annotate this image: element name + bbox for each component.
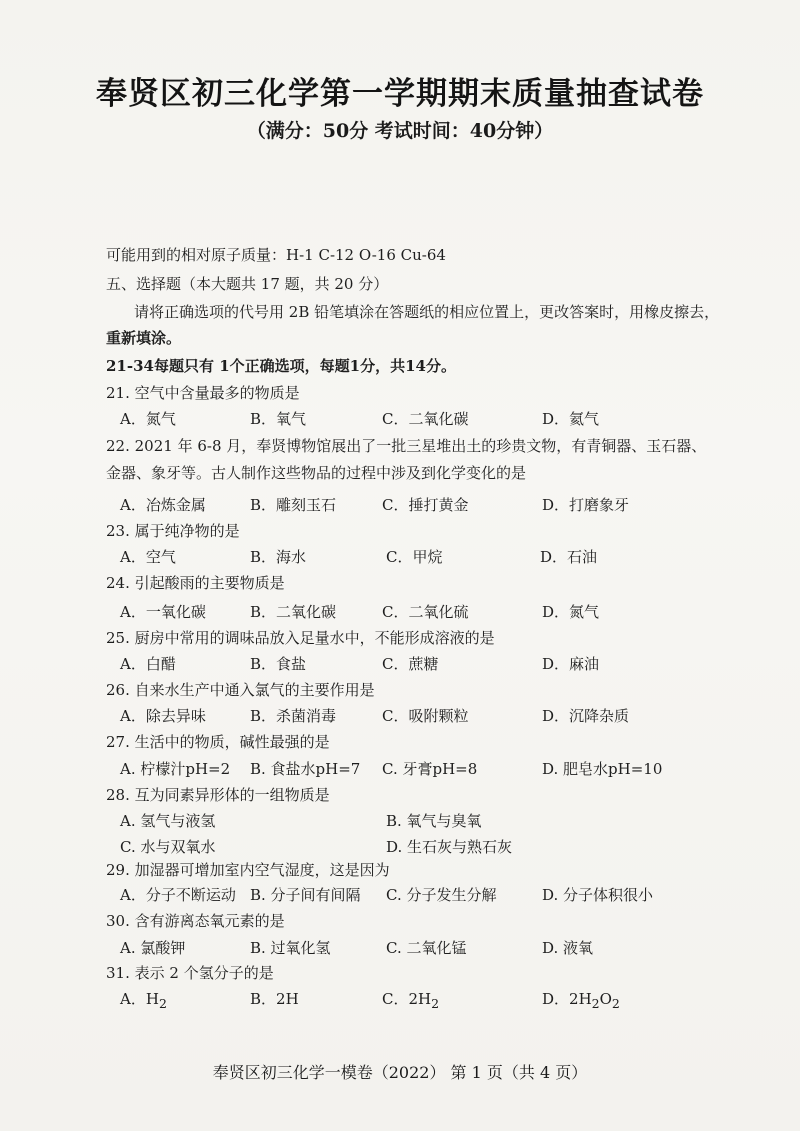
question-stem-22-line-2: 金器、象牙等。古人制作这些物品的过程中涉及到化学变化的是 (106, 464, 527, 482)
option-25-d: D．麻油 (542, 655, 600, 673)
option-22-d: D．打磨象牙 (542, 496, 630, 514)
option-31-b: B．2H (250, 990, 299, 1008)
option-27-b: B. 食盐水pH=7 (250, 760, 361, 778)
page-footer: 奉贤区初三化学一模卷（2022） 第 1 页（共 4 页） (212, 1063, 588, 1082)
question-stem-25: 25. 厨房中常用的调味品放入足量水中，不能形成溶液的是 (106, 629, 495, 647)
option-26-b: B．杀菌消毒 (250, 707, 337, 725)
option-24-b: B．二氧化碳 (250, 603, 337, 621)
option-22-a: A．冶炼金属 (120, 496, 206, 514)
option-29-b: B. 分子间有间隔 (250, 886, 361, 904)
option-31-d-formula-part-2: O (599, 990, 612, 1008)
option-29-a: A．分子不断运动 (120, 886, 236, 904)
option-22-c: C．捶打黄金 (382, 496, 469, 514)
option-29-c: C. 分子发生分解 (386, 886, 497, 904)
option-31-d (542, 988, 620, 1015)
option-31-c-prefix: C． (382, 990, 409, 1008)
section-heading: 五、选择题（本大题共 17 题，共 20 分） (106, 275, 389, 293)
option-21-d: D．氦气 (542, 410, 600, 428)
option-27-c: C. 牙膏pH=8 (382, 760, 478, 778)
option-29-d: D. 分子体积很小 (542, 886, 654, 904)
option-31-a (120, 988, 167, 1015)
option-31-d-subscript-1: 2 (591, 996, 600, 1011)
option-28-d: D. 生石灰与熟石灰 (386, 838, 513, 856)
option-28-a: A. 氢气与液氢 (120, 812, 216, 830)
option-23-c: C．甲烷 (386, 548, 443, 566)
option-31-a-prefix: A． (120, 990, 146, 1008)
question-stem-29: 29. 加湿器可增加室内空气湿度，这是因为 (106, 861, 390, 879)
option-31-c-formula: 2H (408, 990, 432, 1008)
option-28-c: C. 水与双氧水 (120, 838, 216, 856)
option-23-d: D．石油 (540, 548, 598, 566)
option-25-b: B．食盐 (250, 655, 307, 673)
option-25-c: C．蔗糖 (382, 655, 439, 673)
option-28-b: B. 氧气与臭氧 (386, 812, 482, 830)
question-stem-30: 30. 含有游离态氧元素的是 (106, 912, 285, 930)
option-31-d-prefix: D． (542, 990, 570, 1008)
question-stem-21: 21. 空气中含量最多的物质是 (106, 384, 300, 402)
option-31-a-subscript: 2 (158, 996, 167, 1011)
atomic-masses: 可能用到的相对原子质量：H-1 C-12 O-16 Cu-64 (106, 246, 446, 264)
option-21-b: B．氧气 (250, 410, 307, 428)
option-24-c: C．二氧化硫 (382, 603, 469, 621)
option-30-b: B. 过氧化氢 (250, 939, 331, 957)
instruction-line-2: 重新填涂。 (106, 329, 182, 347)
option-23-a: A．空气 (120, 548, 176, 566)
option-31-d-subscript-2: 2 (611, 996, 620, 1011)
option-27-d: D. 肥皂水pH=10 (542, 760, 663, 778)
option-21-c: C．二氧化碳 (382, 410, 469, 428)
option-30-c: C. 二氧化锰 (386, 939, 467, 957)
option-31-d-formula-part-1: 2H (569, 990, 592, 1008)
option-26-c: C．吸附颗粒 (382, 707, 469, 725)
option-31-c (382, 988, 439, 1015)
option-23-b: B．海水 (250, 548, 307, 566)
option-26-d: D．沉降杂质 (542, 707, 630, 725)
page-title: 奉贤区初三化学第一学期期末质量抽查试卷 (96, 76, 704, 112)
option-30-d: D. 液氧 (542, 939, 594, 957)
question-stem-31: 31. 表示 2 个氢分子的是 (106, 964, 274, 982)
exam-subtitle: （满分：50分 考试时间：40分钟） (246, 120, 554, 142)
instruction-line-1: 请将正确选项的代号用 2B 铅笔填涂在答题纸的相应位置上，更改答案时，用橡皮擦去， (134, 303, 720, 321)
option-31-c-subscript: 2 (431, 996, 440, 1011)
question-stem-23: 23. 属于纯净物的是 (106, 522, 240, 540)
option-26-a: A．除去异味 (120, 707, 206, 725)
option-24-a: A．一氧化碳 (120, 603, 206, 621)
question-stem-28: 28. 互为同素异形体的一组物质是 (106, 786, 330, 804)
option-27-a: A. 柠檬汁pH=2 (120, 760, 231, 778)
option-31-a-formula: H (145, 990, 159, 1008)
question-stem-22-line-1: 22. 2021 年 6-8 月，奉贤博物馆展出了一批三星堆出土的珍贵文物，有青铜器、玉石器、 (106, 437, 707, 455)
question-stem-27: 27. 生活中的物质，碱性最强的是 (106, 733, 330, 751)
option-24-d: D．氮气 (542, 603, 600, 621)
question-stem-24: 24. 引起酸雨的主要物质是 (106, 574, 285, 592)
rule-text: 21-34每题只有 1个正确选项，每题1分，共14分。 (106, 357, 456, 375)
option-21-a: A．氮气 (120, 410, 176, 428)
question-stem-26: 26. 自来水生产中通入氯气的主要作用是 (106, 681, 375, 699)
option-30-a: A. 氯酸钾 (120, 939, 186, 957)
option-22-b: B．雕刻玉石 (250, 496, 337, 514)
option-25-a: A．白醋 (120, 655, 176, 673)
